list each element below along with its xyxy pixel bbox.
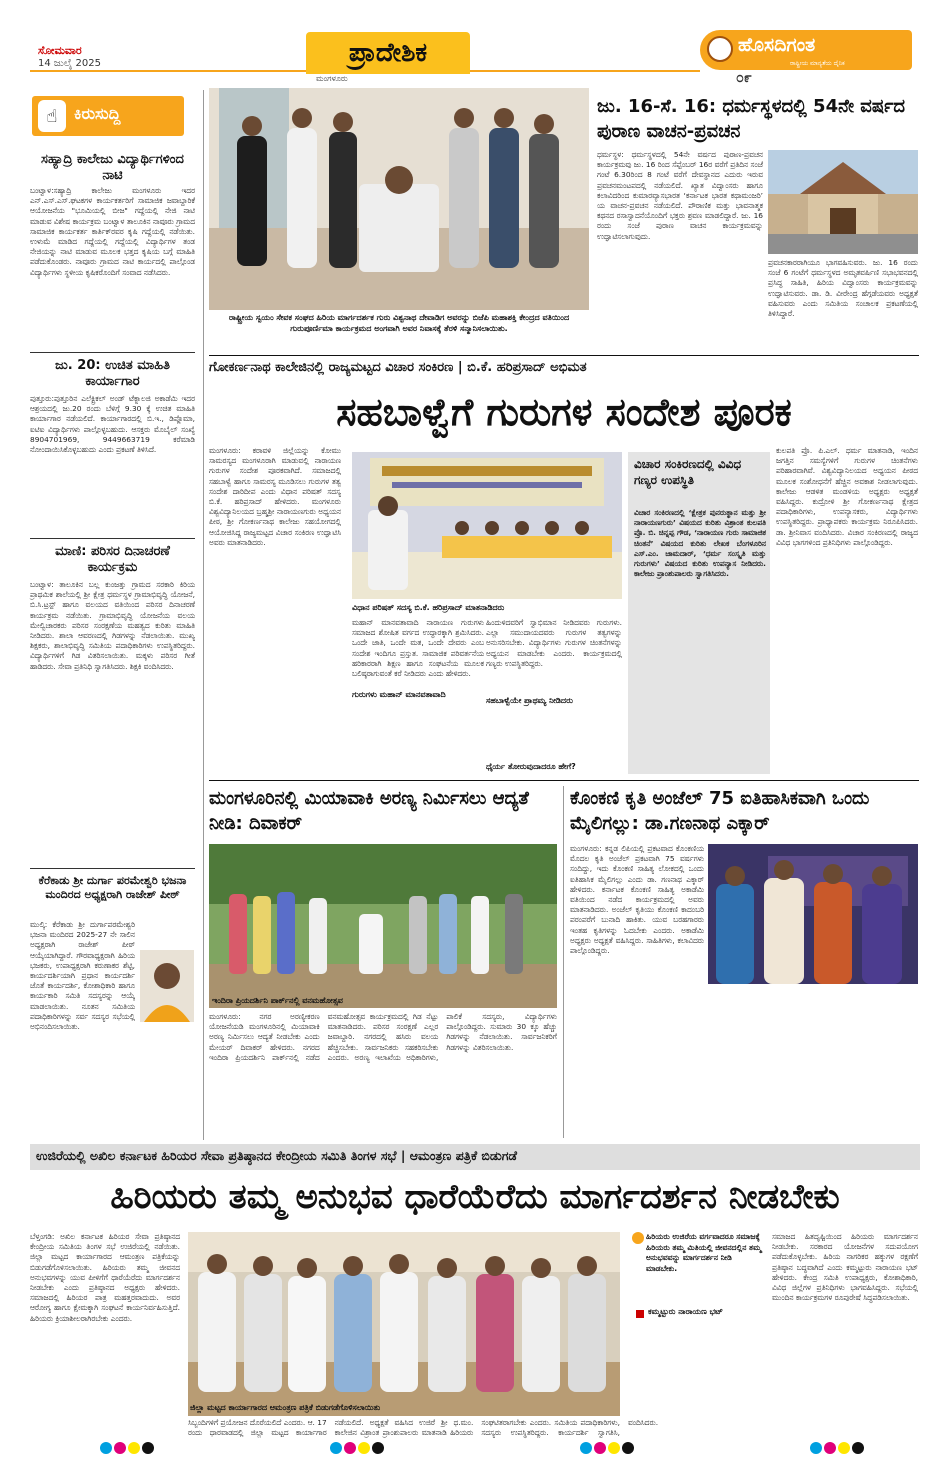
sidebar-heading: ವಿಚಾರ ಸಂಕಿರಣದಲ್ಲಿ ವಿವಿಧ ಗಣ್ಯರ ಉಪಸ್ಥಿತಿ [634,457,742,487]
magenta-dot [824,1442,836,1454]
paper-name: ಹೊಸದಿಗಂತ [738,34,816,56]
brief-4-portrait [140,950,194,1022]
masthead-date: 14 ಜುಲೈ 2025 [38,58,101,69]
section-divider [209,780,919,781]
quote-text: ಹಿರಿಯರು ಉಜಿರೆಯ ವರ್ಗವಾದರೂ ಸಮಾಜಕ್ಕೆ ಹಿರಿಯರು ತಮ್ಮ ಮಿತಿಯಲ್ಲಿ ಜೀವನದಲ್ಲಿನ ತಮ್ಮ ಅನುಭವವನ್ನು ಮಾರ್ಗದರ್ಶನ ನೀಡಿ ಮಾಡಬೇಕು. [646,1232,762,1273]
paper-tagline: ರಾಷ್ಟ್ರೀಯ ಮಾನ್ಯತೆಯ ದೈನಿಕ [790,60,845,67]
main-kicker: ಗೋಕರ್ಣನಾಥ ಕಾಲೇಜಿನಲ್ಲಿ ರಾಜ್ಯಮಟ್ಟದ ವಿಚಾರ ಸಂಕಿರಣ | ಬಿ.ಕೆ. ಹರಿಪ್ರಸಾದ್ ಅಭಿಮತ [209,360,587,375]
black-dot [372,1442,384,1454]
section-divider [209,355,919,356]
miyawaki-body: ಮಂಗಳೂರು: ನಗರ ಅರಣ್ಯೀಕರಣ ಯೋಜನೆಯಡಿ ಮಂಗಳೂರಿನಲ್ಲಿ ಮಿಯಾವಾಕಿ ಅರಣ್ಯ ನಿರ್ಮಿಸಲು ಆದ್ಯತೆ ನೀಡಬೇಕು ಎಂದು ಮೇಯರ್ ದಿವಾಕರ್ ಹೇಳಿದರು. ನಗರದ ಇಂದಿರಾ ಪ್ರಿಯದರ್ಶಿನಿ ಪಾರ್ಕ್‌ನಲ್ಲಿ ನಡೆದ ವನಮಹೋತ್ಸವ ಕಾರ್ಯಕ್ರಮದಲ್ಲಿ ಗಿಡ ನೆಟ್ಟು ಮಾತನಾಡಿದರು. ಪರಿಸರ ಸಂರಕ್ಷಣೆ ಎಲ್ಲರ ಜವಾಬ್ದಾರಿ. ನಗರದಲ್ಲಿ ಹಸಿರು ವಲಯ ಹೆಚ್ಚಿಸಬೇಕು. ಸಾರ್ವಜನಿಕರು ಸಹಕರಿಸಬೇಕು ಎಂದರು. ಅರಣ್ಯ ಇಲಾಖೆಯ ಅಧಿಕಾರಿಗಳು, ಪಾಲಿಕೆ ಸದಸ್ಯರು, ವಿದ್ಯಾರ್ಥಿಗಳು ಪಾಲ್ಗೊಂಡಿದ್ದರು. ಸುಮಾರು 30 ಕ್ಕೂ ಹೆಚ್ಚು ಗಿಡಗಳನ್ನು ನೆಡಲಾಯಿತು. ಸಾರ್ವಜನಿಕರಿಗೆ ಗಿಡಗಳನ್ನು ವಿತರಿಸಲಾಯಿತು. [209,1012,557,1062]
vanamahotsava-photo [209,844,557,1008]
brief-1-heading: ಸಹ್ಯಾದ್ರಿ ಕಾಲೇಜು ವಿದ್ಯಾರ್ಥಿಗಳಿಂದ ನಾಟಿ [41,152,184,183]
brief-3-heading: ಮಾಣಿ: ಪರಿಸರ ದಿನಾಚರಣೆ ಕಾರ್ಯಕ್ರಮ [55,544,170,575]
brief-divider [30,868,195,869]
guru-purnima-caption: ರಾಷ್ಟ್ರೀಯ ಸ್ವಯಂ ಸೇವಕ ಸಂಘದ ಹಿರಿಯ ಮಾರ್ಗದರ್ಶಕ ಗುರು ವಿಶ್ವನಾಥ ದೇವಾಡಿಗ ಅವರನ್ನು ಬಿಜೆಪಿ ಮಹಾಶಕ್ತಿ ಕೇಂದ್ರದ ವತಿಯಿಂದ ಗುರುಪೂರ್ಣಿಮಾ ಕಾರ್ಯಕ್ರಮದ ಅಂಗವಾಗಿ ಅವರ ನಿವಾಸಕ್ಕೆ ತೆರಳಿ ಸನ್ಮಾನಿಸಲಾಯಿತು. [228,313,570,333]
invitation-release-caption: ಜಿಲ್ಲಾ ಮಟ್ಟದ ಕಾರ್ಯಾಗಾರದ ಆಮಂತ್ರಣ ಪತ್ರಿಕೆ ಬಿಡುಗಡೆಗೊಳಿಸಲಾಯಿತು [190,1403,381,1412]
book-release-photo [708,844,918,984]
main-body-mid: ಮಹಾನ್ ಮಾನವತಾವಾದಿ ನಾರಾಯಣ ಗುರುಗಳು ಸಮಾಜದ ಶೋಷಿತ ವರ್ಗದ ಉದ್ಧಾರಕ್ಕಾಗಿ ಶ್ರಮಿಸಿದರು. ಒಂದೇ ಜಾತಿ, ಒಂದೇ ಮತ, ಒಂದೇ ದೇವರು ಎಂಬ ಸಂದೇಶ ಇಂದಿಗೂ ಪ್ರಸ್ತುತ. ಸಾಮಾಜಿಕ ಪರಿವರ್ತನೆಯ ಹರಿಕಾರರಾಗಿ ಶಿಕ್ಷಣ ಹಾಗೂ ಸಂಘಟನೆಯ ಮೂಲಕ ಬಲಿಷ್ಠರಾಗುವಂತೆ ಕರೆ ನೀಡಿದರು ಎಂದು ಹೇಳಿದರು. [352,618,484,679]
dharmasthala-body: ಧರ್ಮಸ್ಥಳ: ಧರ್ಮಸ್ಥಳದಲ್ಲಿ 54ನೇ ವರ್ಷದ ಪುರಾಣ-ಪ್ರವಚನ ಕಾರ್ಯಕ್ರಮವು ಜು. 16 ರಿಂದ ಸೆಪ್ಟೆಂಬರ್ 16ರ ವರೆಗೆ ಪ್ರತಿದಿನ ಸಂಜೆ ಗಂಟೆ 6.30ರಿಂದ 8 ಗಂಟೆ ವರೆಗೆ ದೇವಸ್ಥಾನದ ಎದುರು ಇರುವ ಪ್ರವಚನಮಂಟಪದಲ್ಲಿ ನಡೆಯಲಿದೆ. ಖ್ಯಾತ ವಿದ್ವಾಂಸರು ಹಾಗೂ ಕಲಾವಿದರಿಂದ ಕುಮಾರವ್ಯಾಸಭಾರತ ‘ಕರ್ನಾಟಕ ಭಾರತ ಕಥಾಮಂಜರಿ’ ಯ ವಾಚನ-ಪ್ರವಚನ ನಡೆಯಲಿದೆ. ಪೌರಾಣಿಕ ಮತ್ತು ಭಾವನಾತ್ಮಕ ಕಥನದ ರಸಾಸ್ವಾದನೆಯೊಂದಿಗೆ ಭಕ್ತರು ಶ್ರವಣ ಮಾಡಲಿದ್ದಾರೆ. ಜು. 16 ರಂದು ಸಂಜೆ ಪುರಾಣ ವಾಚನ ಕಾರ್ಯಕ್ರಮವನ್ನು ಉದ್ಘಾಟಿಸಲಾಗುವುದು. [597,150,763,241]
brief-divider [30,352,195,353]
briefs-label: ಕಿರುಸುದ್ದಿ [74,104,121,123]
vanamahotsava-caption: ಇಂದಿರಾ ಪ್ರಿಯದರ್ಶಿನಿ ಪಾರ್ಕ್‌ನಲ್ಲಿ ವನಮಹೋತ್ಸವ [212,996,343,1005]
yellow-dot [128,1442,140,1454]
main-subhead-2: ಸಹಬಾಳ್ವೆಯೇ ಪ್ರಾಥಮ್ಯ ನೀಡಿದರು [486,696,573,705]
bottom-kicker: ಉಜಿರೆಯಲ್ಲಿ ಅಖಿಲ ಕರ್ನಾಟಕ ಹಿರಿಯರ ಸೇವಾ ಪ್ರತಿಷ್ಠಾನದ ಕೇಂದ್ರೀಯ ಸಮಿತಿ ತಿಂಗಳ ಸಭೆ | ಆಮಂತ್ರಣ ಪತ್ರಿಕೆ ಬಿಡುಗಡೆ [36,1148,517,1163]
black-dot [622,1442,634,1454]
section-title-text: ಪ್ರಾದೇಶಿಕ [348,37,428,68]
konkani-headline: ಕೊಂಕಣಿ ಕೃತಿ ಅಂಜೆಲ್ 75 ಐತಿಹಾಸಿಕವಾಗಿ ಒಂದು ಮೈಲಿಗಲ್ಲು: ಡಾ.ಗಣನಾಥ ಎಕ್ಕಾರ್ [570,788,870,834]
konkani-body-right [708,990,918,1138]
page-number: ೦೯ [736,70,752,86]
bottom-headline: ಹಿರಿಯರು ತಮ್ಮ ಅನುಭವ ಧಾರೆಯೆರೆದು ಮಾರ್ಗದರ್ಶನ ನೀಡಬೇಕು [110,1177,840,1217]
brief-divider [30,538,195,539]
cyan-dot [580,1442,592,1454]
main-subhead-3: ಧೈರ್ಯ ತೋರುವುದಾದರೂ ಹೇಗೆ? [486,762,576,771]
temple-photo [768,150,918,254]
brief-4-heading: ಕೆರೆಕಾಡು ಶ್ರೀ ದುರ್ಗಾ ಪರಮೇಶ್ವರಿ ಭಜನಾ ಮಂದಿರದ ಅಧ್ಯಕ್ಷರಾಗಿ ರಾಜೇಶ್ ಪೀಠ್ [38,874,187,901]
quote-author-marker [636,1310,644,1318]
brief-4-body: ಮುಲ್ಕಿ: ಕೆರೆಕಾಡು ಶ್ರೀ ದುರ್ಗಾಪರಮೇಶ್ವರಿ ಭಜನಾ ಮಂದಿರದ 2025-27 ನೇ ಸಾಲಿನ ಅಧ್ಯಕ್ಷರಾಗಿ ರಾಜೇಶ್ ಪೀಠ್ ಆಯ್ಕೆಯಾಗಿದ್ದಾರೆ. ಗೌರವಾಧ್ಯಕ್ಷರಾಗಿ ಹಿರಿಯ ಭಜಕರು, ಉಪಾಧ್ಯಕ್ಷರಾಗಿ ಕರುಣಾಕರ ಶೆಟ್ಟಿ, ಕಾರ್ಯದರ್ಶಿಯಾಗಿ ಪ್ರಧಾನ ಕಾರ್ಯದರ್ಶಿ ಜೊತೆ ಕಾರ್ಯದರ್ಶಿ, ಕೋಶಾಧಿಕಾರಿ ಹಾಗೂ ಕಾರ್ಯಕಾರಿ ಸಮಿತಿ ಸದಸ್ಯರನ್ನು ಆಯ್ಕೆ ಮಾಡಲಾಯಿತು. ನೂತನ ಸಮಿತಿಯ ಪದಾಧಿಕಾರಿಗಳನ್ನು ಸರ್ವ ಸದಸ್ಯರ ಸಭೆಯಲ್ಲಿ ಅಭಿನಂದಿಸಲಾಯಿತು. [30,920,135,1032]
masthead [0,0,945,85]
magenta-dot [344,1442,356,1454]
portrait-photo-icon [140,950,194,1022]
sidebar-body: ವಿಚಾರ ಸಂಕಿರಣದಲ್ಲಿ ‘ಕ್ಷೇತ್ರಕ ಪುನರುತ್ಥಾನ ಮತ್ತು ಶ್ರೀ ನಾರಾಯಣಗುರು’ ವಿಷಯದ ಕುರಿತು ವಿಶ್ರಾಂತ ಕುಲಪತಿ ಪ್ರೊ. ಬಿ. ಚಿನ್ನಪ್ಪ ಗೌಡ, ‘ನಾರಾಯಣ ಗುರು ಸಾಮಾಜಿಕ ಚಿಂತನೆ’ ವಿಷಯದ ಕುರಿತು ಲೇಖಕ ಬೆಂಗಳೂರಿನ ಎಸ್.ಎಂ. ಜಾಮದಾರ್, ‘ಧರ್ಮ ಸಂಸ್ಕೃತಿ ಮತ್ತು ಗುರುಗಳು’ ವಿಷಯದ ಕುರಿತು ಉಪನ್ಯಾಸ ನೀಡಿದರು. ಕಾಲೇಜು ಪ್ರಾಂಶುಪಾಲರು ಸ್ವಾಗತಿಸಿದರು. [634,508,766,579]
column-divider [563,786,564,1138]
main-subhead-1: ಗುರುಗಳು ಮಹಾನ್ ಮಾನವತಾವಾದಿ [352,690,446,699]
bottom-body-mid [628,1324,766,1440]
cyan-dot [810,1442,822,1454]
main-body-left: ಮಂಗಳೂರು: ಕರಾವಳಿ ಜಿಲ್ಲೆಯನ್ನು ಕೋಮು ಸಾಮರಸ್ಯದ ಮಂಗಳೂರಾಗಿ ಮಾಡುವಲ್ಲಿ ನಾರಾಯಣ ಗುರುಗಳ ಸಂದೇಶ ಪೂರಕವಾಗಿದೆ. ಸಮಾಜದಲ್ಲಿ ಸಹಬಾಳ್ವೆ ಹಾಗೂ ಸಾಮರಸ್ಯ ಮೂಡಿಸಲು ಗುರುಗಳ ತತ್ವ ಸಂದೇಶ ದಾರಿದೀಪ ಎಂದು ವಿಧಾನ ಪರಿಷತ್ ಸದಸ್ಯ ಬಿ.ಕೆ. ಹರಿಪ್ರಸಾದ್ ಹೇಳಿದರು. ಮಂಗಳೂರು ವಿಶ್ವವಿದ್ಯಾನಿಲಯದ ಬ್ರಹ್ಮಶ್ರೀ ನಾರಾಯಣಗುರು ಅಧ್ಯಯನ ಪೀಠ, ಶ್ರೀ ಗೋಕರ್ಣನಾಥ ಕಾಲೇಜು ಸಹಯೋಗದಲ್ಲಿ ಆಯೋಜಿಸಿದ್ದ ರಾಜ್ಯಮಟ್ಟದ ವಿಚಾರ ಸಂಕಿರಣ ಉದ್ಘಾಟಿಸಿ ಅವರು ಮಾತನಾಡಿದರು. [209,446,341,547]
invitation-release-photo [188,1232,620,1416]
black-dot [142,1442,154,1454]
yellow-dot [358,1442,370,1454]
main-headline: ಸಹಬಾಳ್ವೆಗೆ ಗುರುಗಳ ಸಂದೇಶ ಪೂರಕ [336,390,792,434]
seminar-photo [352,452,622,599]
masthead-edition: ಮಂಗಳೂರು [316,74,348,83]
dharmasthala-body-right: ಪ್ರವಚನಕಾರರಾಗಿಯೂ ಭಾಗವಹಿಸುವರು. ಜು. 16 ರಂದು ಸಂಜೆ 6 ಗಂಟೆಗೆ ಧರ್ಮಸ್ಥಳದ ಅಮೃತವರ್ಷಿಣಿ ಸಭಾಭವನದಲ್ಲಿ ಪ್ರಸಿದ್ಧ ಸಾಹಿತಿ, ಹಿರಿಯ ವಿದ್ವಾಂಸರು ಕಾರ್ಯಕ್ರಮವನ್ನು ಉದ್ಘಾಟಿಸುವರು. ಡಾ. ಡಿ. ವೀರೇಂದ್ರ ಹೆಗ್ಗಡೆಯವರು ಅಧ್ಯಕ್ಷತೆ ವಹಿಸುವರು ಎಂದು ಸಮಿತಿಯ ಸಂಚಾಲಕ ಪ್ರಕಟಣೆಯಲ್ಲಿ ತಿಳಿಸಿದ್ದಾರೆ. [768,258,918,319]
section-title [306,32,470,74]
cyan-dot [100,1442,112,1454]
bottom-body-right: ಸಮಾಜದ ಹಿತದೃಷ್ಟಿಯಿಂದ ಹಿರಿಯರು ಮಾರ್ಗದರ್ಶನ ನೀಡಬೇಕು. ಸರಕಾರದ ಯೋಜನೆಗಳ ಸದುಪಯೋಗ ಪಡೆದುಕೊಳ್ಳಬೇಕು. ಹಿರಿಯ ನಾಗರಿಕರ ಹಕ್ಕುಗಳ ರಕ್ಷಣೆಗೆ ಪ್ರತಿಷ್ಠಾನ ಬದ್ಧವಾಗಿದೆ ಎಂದು ಕಮ್ಮಟ್ಟುರು ನಾರಾಯಣ ಭಟ್ ಹೇಳಿದರು. ಕೇಂದ್ರ ಸಮಿತಿ ಉಪಾಧ್ಯಕ್ಷರು, ಕೋಶಾಧಿಕಾರಿ, ವಿವಿಧ ಜಿಲ್ಲೆಗಳ ಪ್ರತಿನಿಧಿಗಳು ಭಾಗವಹಿಸಿದ್ದರು. ಸಭೆಯಲ್ಲಿ ಮುಂದಿನ ಕಾರ್ಯಕ್ರಮಗಳ ರೂಪುರೇಷೆ ಸಿದ್ಧಪಡಿಸಲಾಯಿತು. [772,1232,918,1303]
dharmasthala-headline: ಜು. 16-ಸೆ. 16: ಧರ್ಮಸ್ಥಳದಲ್ಲಿ 54ನೇ ವರ್ಷದ ಪುರಾಣ ವಾಚನ-ಪ್ರವಚನ [597,96,906,142]
konkani-body: ಮಂಗಳೂರು: ಕನ್ನಡ ಲಿಪಿಯಲ್ಲಿ ಪ್ರಕಟವಾದ ಕೊಂಕಣಿಯ ಮೊದಲ ಕೃತಿ ಅಂಜೆಲ್ ಪ್ರಕಟವಾಗಿ 75 ವರ್ಷಗಳು ಸಂದಿದ್ದು, ಇದು ಕೊಂಕಣಿ ಸಾಹಿತ್ಯ ಲೋಕದಲ್ಲಿ ಒಂದು ಐತಿಹಾಸಿಕ ಮೈಲಿಗಲ್ಲು ಎಂದು ಡಾ. ಗಣನಾಥ ಎಕ್ಕಾರ್ ಹೇಳಿದರು. ಕರ್ನಾಟಕ ಕೊಂಕಣಿ ಸಾಹಿತ್ಯ ಅಕಾಡೆಮಿ ವತಿಯಿಂದ ನಡೆದ ಕಾರ್ಯಕ್ರಮದಲ್ಲಿ ಅವರು ಮಾತನಾಡಿದರು. ಅಂಜೆಲ್ ಕೃತಿಯು ಕೊಂಕಣಿ ಕಾದಂಬರಿ ಪರಂಪರೆಗೆ ಬುನಾದಿ ಹಾಕಿತು. ಯುವ ಬರಹಗಾರರು ಇಂತಹ ಕೃತಿಗಳನ್ನು ಓದಬೇಕು ಎಂದರು. ಅಕಾಡೆಮಿ ಅಧ್ಯಕ್ಷರು ಅಧ್ಯಕ್ಷತೆ ವಹಿಸಿದ್ದರು. ಸಾಹಿತಿಗಳು, ಕಲಾವಿದರು ಪಾಲ್ಗೊಂಡಿದ್ದರು. [570,844,704,956]
magenta-dot [594,1442,606,1454]
cyan-dot [330,1442,342,1454]
briefs-column [30,90,198,1145]
brief-3-body: ಬಂಟ್ವಾಳ: ತಾಲೂಕಿನ ಬಲ್ಲ ಕುಂಜತ್ತು ಗ್ರಾಮದ ಸರಕಾರಿ ಕಿರಿಯ ಪ್ರಾಥಮಿಕ ಶಾಲೆಯಲ್ಲಿ ಶ್ರೀ ಕ್ಷೇತ್ರ ಧರ್ಮಸ್ಥಳ ಗ್ರಾಮಾಭಿವೃದ್ಧಿ ಯೋಜನೆ, ಬಿ.ಸಿ.ಟ್ರಸ್ಟ್ ಹಾಗೂ ವಲಯದ ವತಿಯಿಂದ ಪರಿಸರ ದಿನಾಚರಣೆ ಕಾರ್ಯಕ್ರಮ ನಡೆಯಿತು. ಗ್ರಾಮಾಭಿವೃದ್ಧಿ ಯೋಜನೆಯ ವಲಯ ಮೇಲ್ವಿಚಾರಕರು ಪರಿಸರ ಸಂರಕ್ಷಣೆಯ ಮಹತ್ವದ ಕುರಿತು ಮಾಹಿತಿ ನೀಡಿದರು. ಶಾಲಾ ಆವರಣದಲ್ಲಿ ಗಿಡಗಳನ್ನು ನೆಡಲಾಯಿತು. ಮುಖ್ಯ ಶಿಕ್ಷಕರು, ಶಾಲಾಭಿವೃದ್ಧಿ ಸಮಿತಿಯ ಪದಾಧಿಕಾರಿಗಳು ಉಪಸ್ಥಿತರಿದ್ದರು. ವಿದ್ಯಾರ್ಥಿಗಳಿಗೆ ಗಿಡ ವಿತರಿಸಲಾಯಿತು. ಮಕ್ಕಳು ಪರಿಸರ ಗೀತೆ ಹಾಡಿದರು. ಸೇವಾ ಪ್ರತಿನಿಧಿ ಸ್ವಾಗತಿಸಿದರು. ಶಿಕ್ಷಕಿ ವಂದಿಸಿದರು. [30,580,195,671]
yellow-dot [608,1442,620,1454]
bottom-body-left: ಬೆಳ್ತಂಗಡಿ: ಅಖಿಲ ಕರ್ನಾಟಕ ಹಿರಿಯರ ಸೇವಾ ಪ್ರತಿಷ್ಠಾನದ ಕೇಂದ್ರೀಯ ಸಮಿತಿಯ ತಿಂಗಳ ಸಭೆ ಉಜಿರೆಯಲ್ಲಿ ನಡೆಯಿತು. ಜಿಲ್ಲಾ ಮಟ್ಟದ ಕಾರ್ಯಾಗಾರದ ಆಮಂತ್ರಣ ಪತ್ರಿಕೆಯನ್ನು ಬಿಡುಗಡೆಗೊಳಿಸಲಾಯಿತು. ಹಿರಿಯರು ತಮ್ಮ ಜೀವನದ ಅನುಭವಗಳನ್ನು ಯುವ ಪೀಳಿಗೆಗೆ ಧಾರೆಯೆರೆದು ಮಾರ್ಗದರ್ಶನ ನೀಡಬೇಕು ಎಂದು ಪ್ರತಿಷ್ಠಾನದ ಅಧ್ಯಕ್ಷರು ಹೇಳಿದರು. ಸಮಾಜದಲ್ಲಿ ಹಿರಿಯರ ಪಾತ್ರ ಮಹತ್ತರವಾದುದು. ಅವರ ಆರೋಗ್ಯ ಹಾಗೂ ಕ್ಷೇಮಕ್ಕಾಗಿ ಸಂಘಟನೆ ಕಾರ್ಯನಿರ್ವಹಿಸುತ್ತಿದೆ. ಹಿರಿಯರು ಕ್ರಿಯಾಶೀಲರಾಗಿರಬೇಕು ಎಂದರು. [30,1232,180,1323]
header-rule [30,70,306,72]
bottom-body-below: ಸಿಬ್ಬಂದಿಗಳಿಗೆ ಪ್ರಯೋಜನ ದೊರೆಯಲಿದೆ ಎಂದರು. ಆ. 17 ರಂದು ಧಾರವಾಡದಲ್ಲಿ ಜಿಲ್ಲಾ ಮಟ್ಟದ ಕಾರ್ಯಾಗಾರ ನಡೆಯಲಿದೆ. ಅಧ್ಯಕ್ಷತೆ ವಹಿಸಿದ ಉಜಿರೆ ಶ್ರೀ ಧ.ಮಂ. ಕಾಲೇಜಿನ ವಿಶ್ರಾಂತ ಪ್ರಾಂಶುಪಾಲರು ಮಾತನಾಡಿ ಹಿರಿಯರು ಸಂಘಟಿತರಾಗಬೇಕು ಎಂದರು. ಸಮಿತಿಯ ಪದಾಧಿಕಾರಿಗಳು, ಸದಸ್ಯರು ಉಪಸ್ಥಿತರಿದ್ದರು. ಕಾರ್ಯದರ್ಶಿ ಸ್ವಾಗತಿಸಿ, ವಂದಿಸಿದರು. [188,1418,659,1438]
masthead-day: ಸೋಮವಾರ [38,44,82,57]
paper-logo-mark [707,36,733,62]
magenta-dot [114,1442,126,1454]
brief-2-heading: ಜು. 20: ಉಚಿತ ಮಾಹಿತಿ ಕಾರ್ಯಾಗಾರ [54,358,171,389]
miyawaki-headline: ಮಂಗಳೂರಿನಲ್ಲಿ ಮಿಯಾವಾಕಿ ಅರಣ್ಯ ನಿರ್ಮಿಸಲು ಆದ್ಯತೆ ನೀಡಿ: ದಿವಾಕರ್ [209,788,529,834]
brief-1-body: ಬಂಟ್ವಾಳ:ಸಹ್ಯಾದ್ರಿ ಕಾಲೇಜು ಮಂಗಳೂರು ಇದರ ಎನ್.ಎಸ್.ಎಸ್.ಘಟಕಗಳ ಕಾರ್ಯಕರ್ತರಿಗೆ ಸಾಮಾಜಿಕ ಜವಾಬ್ದಾರಿಕೆ ಆಯೋಜನೆಯ "ಭೂಮಿಯಲ್ಲಿ ಬೀಜ" ಗದ್ದೆಯಲ್ಲಿ ನೇಜಿ ನಾಟಿ ಮಾಡುವ ವಿಶೇಷ ಕಾರ್ಯಕ್ರಮ ಬಂಟ್ವಾಳ ತಾಲೂಕಿನ ನಾವೂರು ಗ್ರಾಮದ ಸಾಮಾಜಿಕ ಕಾರ್ಯಕರ್ತ ಕಾರ್ತಿಕ್‌ರವರ ಕೃಷಿ ಗದ್ದೆಯಲ್ಲಿ ನಡೆಯಿತು. ಉಳುಮೆ ಮಾಡಿದ ಗದ್ದೆಯಲ್ಲಿ ಗದ್ದೆಯಲ್ಲಿ ವಿದ್ಯಾರ್ಥಿಗಳ ತಂಡ ನೇಜಿಯನ್ನು ನಾಟಿ ಮಾಡುವ ಮೂಲಕ ಭತ್ತದ ಕೃಷಿಯ ಬಗ್ಗೆ ಮಾಹಿತಿ ಪಡೆದುಕೊಂಡರು. ನಾವೂರು ಗ್ರಾಮದ ನಾಟಿ ಕಾರ್ಯದಲ್ಲಿ ಪಾಲ್ಗೊಂಡ ವಿದ್ಯಾರ್ಥಿಗಳು ಸ್ಥಳೀಯ ಕೃಷಿಕರೊಂದಿಗೆ ಸಂವಾದ ನಡೆಸಿದರು. [30,186,195,277]
pointing-hand-icon: ☝ [38,100,66,132]
column-divider [203,90,204,1140]
black-dot [852,1442,864,1454]
main-body-mid-2 [352,702,484,774]
yellow-dot [838,1442,850,1454]
main-body-right: ಹಿಂದುಳಿದವರಿಗೆ ಸ್ವಾಭಿಮಾನ ನೀಡಿದವರು ಗುರುಗಳು. ಎಲ್ಲಾ ಸಮುದಾಯದವರು ಗುರುಗಳ ತತ್ವಗಳನ್ನು ಅನುಸರಿಸಬೇಕು. ವಿದ್ಯಾರ್ಥಿಗಳು ಗುರುಗಳ ಚಿಂತನೆಗಳನ್ನು ಅಧ್ಯಯನ ಮಾಡಬೇಕು ಎಂದರು. ಕಾರ್ಯಕ್ರಮದಲ್ಲಿ ಗಣ್ಯರು ಉಪಸ್ಥಿತರಿದ್ದರು. [486,618,622,668]
guru-purnima-photo [209,88,589,310]
main-body-col4: ಕುಲಪತಿ ಪ್ರೊ. ಪಿ.ಎಲ್. ಧರ್ಮ ಮಾತನಾಡಿ, ಇಂದಿನ ಜಗತ್ತಿನ ಸಮಸ್ಯೆಗಳಿಗೆ ಗುರುಗಳ ಚಿಂತನೆಗಳು ಪರಿಹಾರವಾಗಿವೆ. ವಿಶ್ವವಿದ್ಯಾನಿಲಯದ ಅಧ್ಯಯನ ಪೀಠದ ಮೂಲಕ ಸಂಶೋಧನೆಗೆ ಹೆಚ್ಚಿನ ಅವಕಾಶ ನೀಡಲಾಗುವುದು. ಕಾಲೇಜು ಆಡಳಿತ ಮಂಡಳಿಯ ಅಧ್ಯಕ್ಷರು ಅಧ್ಯಕ್ಷತೆ ವಹಿಸಿದ್ದರು. ಕುದ್ರೋಳಿ ಶ್ರೀ ಗೋಕರ್ಣನಾಥ ಕ್ಷೇತ್ರದ ಪದಾಧಿಕಾರಿಗಳು, ಉಪನ್ಯಾಸಕರು, ವಿದ್ಯಾರ್ಥಿಗಳು ಉಪಸ್ಥಿತರಿದ್ದರು. ಪ್ರಾಧ್ಯಾಪಕರು ಕಾರ್ಯಕ್ರಮ ನಿರೂಪಿಸಿದರು. ಡಾ. ಶ್ರೀನಿವಾಸ ವಂದಿಸಿದರು. ವಿಚಾರ ಸಂಕಿರಣದಲ್ಲಿ ರಾಜ್ಯದ ವಿವಿಧ ಭಾಗಗಳಿಂದ ಪ್ರತಿನಿಧಿಗಳು ಪಾಲ್ಗೊಂಡಿದ್ದರು. [776,446,918,547]
registration-marks [0,1440,945,1459]
brief-2-body: ಪುತ್ತೂರು:ಪುತ್ತೂರಿನ ಎಲೆಕ್ಟ್ರಿಕಲ್ ಅಂಡ್ ಟೆಕ್ನಾಲಜಿ ಅಕಾಡೆಮಿ ಇದರ ಆಶ್ರಯದಲ್ಲಿ ಜು.20 ರಂದು ಬೆಳಿಗ್ಗೆ 9.30 ಕ್ಕೆ ಉಚಿತ ಮಾಹಿತಿ ಕಾರ್ಯಾಗಾರ ನಡೆಯಲಿದೆ. ಕಾರ್ಯಾಗಾರದಲ್ಲಿ ಬಿ.ಇ., ಡಿಪ್ಲೊಮಾ, ಐಟಿಐ ವಿದ್ಯಾರ್ಥಿಗಳು ಪಾಲ್ಗೊಳ್ಳಬಹುದು. ಆಸಕ್ತರು ಮೊಬೈಲ್ ಸಂಖ್ಯೆ 8904701969, 9449663719 ಕರೆಮಾಡಿ ನೋಂದಾಯಿಸಿಕೊಳ್ಳಬಹುದು ಎಂದು ಪ್ರಕಟಣೆ ತಿಳಿಸಿದೆ. [30,394,195,455]
quote-mark-icon [632,1232,644,1244]
header-rule-right [470,70,700,72]
quote-author: ಕಮ್ಮಟ್ಟುರು ನಾರಾಯಣ ಭಟ್ [648,1307,723,1316]
seminar-caption: ವಿಧಾನ ಪರಿಷತ್ ಸದಸ್ಯ ಬಿ.ಕೆ. ಹರಿಪ್ರಸಾದ್ ಮಾತನಾಡಿದರು [352,603,505,612]
